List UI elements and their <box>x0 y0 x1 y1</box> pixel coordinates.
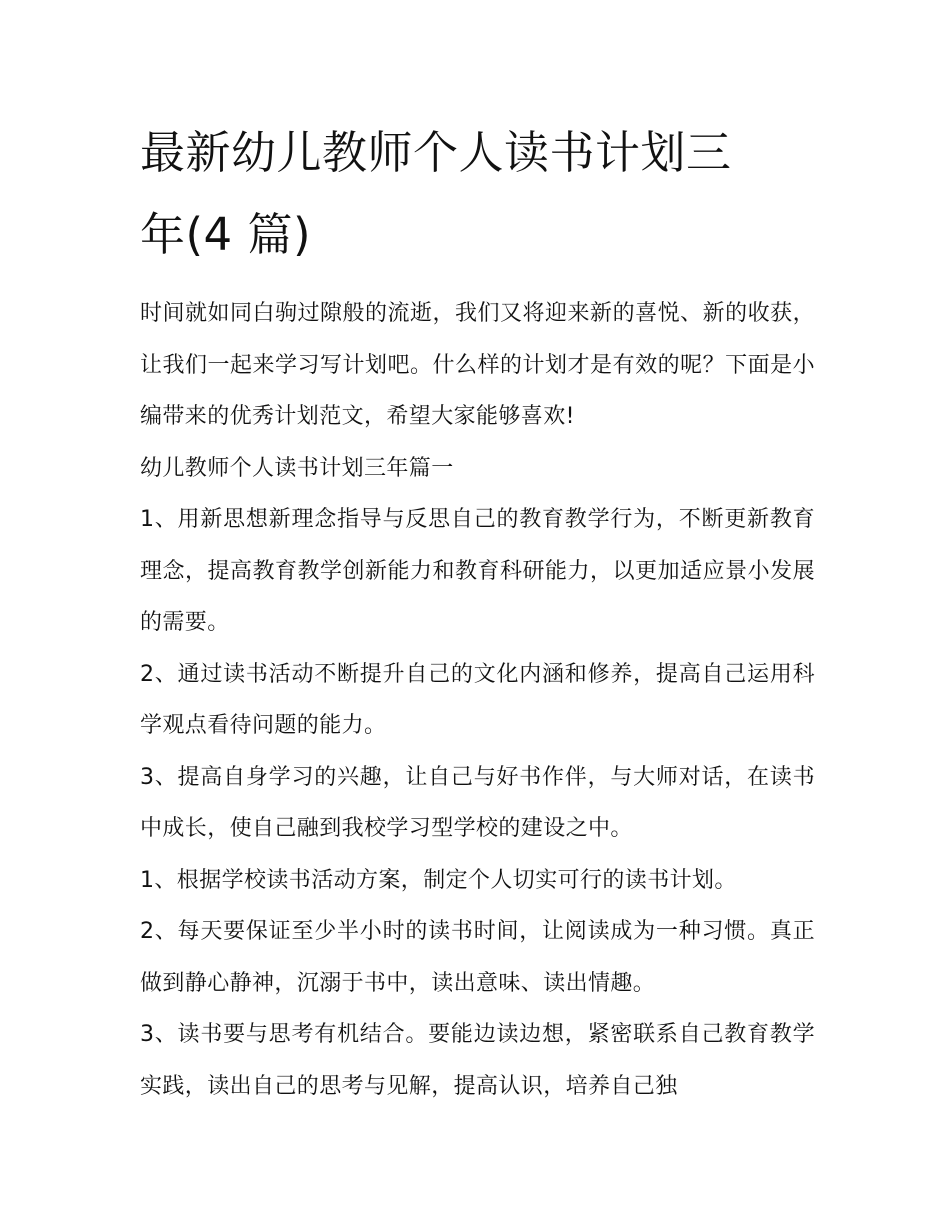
intro-paragraph: 时间就如同白驹过隙般的流逝，我们又将迎来新的喜悦、新的收获，让我们一起来学习写计划吧。什么样的计划才是有效的呢？下面是小编带来的优秀计划范文，希望大家能够喜欢! <box>140 301 815 429</box>
goal-item-2: 2、通过读书活动不断提升自己的文化内涵和修养，提高自己运用科学观点看待问题的能力。 <box>140 661 815 738</box>
document-page <box>140 112 815 1112</box>
title-block <box>140 112 815 276</box>
measure-item-3: 3、读书要与思考有机结合。要能边读边想，紧密联系自己教育教学实践，读出自己的思考与见解，提高认识，培养自己独 <box>140 1022 815 1099</box>
measure-item-1: 1、根据学校读书活动方案，制定个人切实可行的读书计划。 <box>140 867 737 893</box>
document-title-line-2: 年(4 篇) <box>140 208 312 261</box>
document-title-line-1: 最新幼儿教师个人读书计划三 <box>140 126 732 179</box>
goal-item-1: 1、用新思想新理念指导与反思自己的教育教学行为，不断更新教育理念，提高教育教学创新能力和教育科研能力，以更加适应景小发展的需要。 <box>140 507 815 635</box>
section-heading: 幼儿教师个人读书计划三年篇一 <box>140 455 454 481</box>
goal-item-3: 3、提高自身学习的兴趣，让自己与好书作伴，与大师对话，在读书中成长，使自己融到我校学习型学校的建设之中。 <box>140 764 815 841</box>
measure-item-2: 2、每天要保证至少半小时的读书时间，让阅读成为一种习惯。真正做到静心静神，沉溺于书中，读出意味、读出情趣。 <box>140 919 815 996</box>
